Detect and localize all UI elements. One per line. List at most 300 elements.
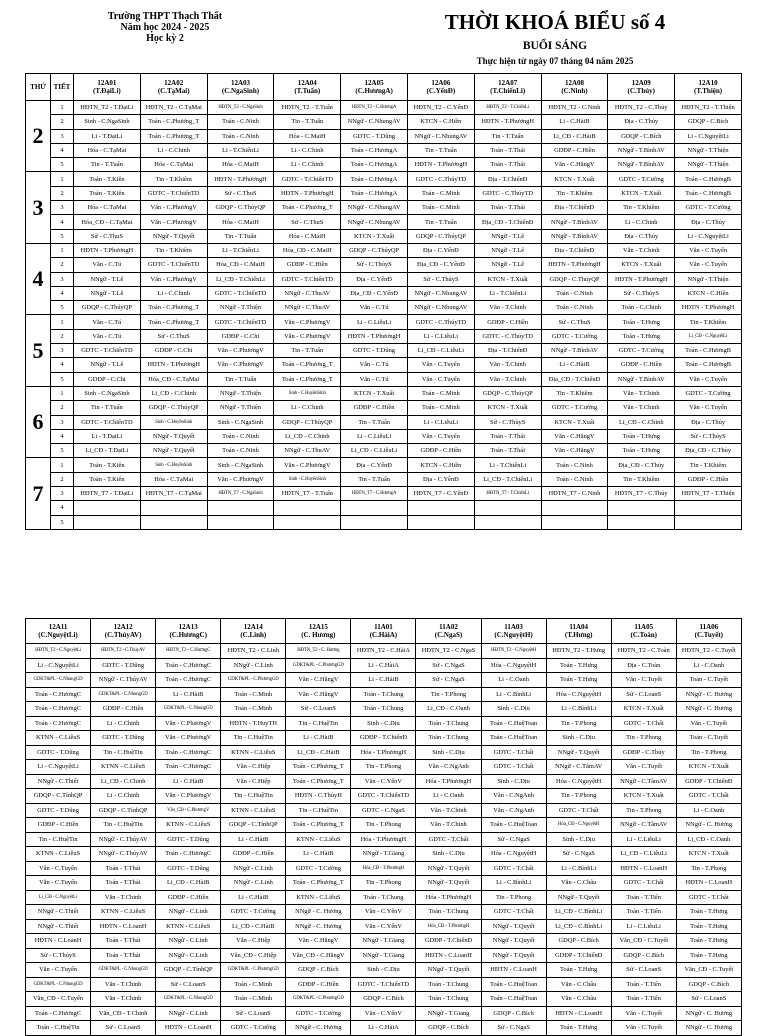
lesson-cell: GDĐP - C.Hiền (608, 358, 675, 372)
table-row (26, 472, 742, 486)
lesson-cell: GDQP - C.Bích (676, 977, 741, 992)
lesson-cell: GDTC - T.Chất (611, 876, 676, 891)
period-cell: 1 (51, 172, 74, 186)
lesson-cell: NNgữ - T.Thiện (207, 401, 274, 415)
table-row (26, 172, 742, 186)
table-row (26, 243, 742, 257)
lesson-cell: NNgữ - T.Lê (74, 286, 141, 300)
lesson-cell: GDQP - C.ThúyQP (274, 415, 341, 429)
lesson-cell: Toán - T.Thái (474, 429, 541, 443)
lesson-cell: Tin - C.HuệTin (221, 731, 286, 746)
period-cell: 3 (51, 415, 74, 429)
school-year: Năm học 2024 - 2025 (120, 22, 210, 33)
lesson-cell: HĐTN - T.PhươngH (541, 258, 608, 272)
lesson-cell: Văn - C.Tuyết (611, 1021, 676, 1036)
lesson-cell: HĐTN_T2 - T.Tuấn (274, 101, 341, 115)
lesson-cell: Toán - C.Minh (407, 386, 474, 400)
lesson-cell: Sinh - C.HuyềnSinh (140, 458, 207, 472)
lesson-cell: Li - T.ĐạiLi (74, 429, 141, 443)
table-row (26, 487, 742, 501)
lesson-cell: Hóa - C.NguyệtH (546, 687, 611, 702)
lesson-cell: HĐTN_T2 - C.Toàn (611, 644, 676, 659)
lesson-cell: Văn_CĐ - C.Tuyết (676, 963, 741, 978)
lesson-cell: GDQP - C.Bích (675, 115, 742, 129)
lesson-cell: NNgữ - C.Linh (156, 905, 221, 920)
lesson-cell: Văn - C.Tuyết (676, 716, 741, 731)
table-row (26, 101, 742, 115)
lesson-cell: Toán - C.HươngB (675, 172, 742, 186)
lesson-cell: Toán - C.HươngC (26, 716, 91, 731)
lesson-cell: Sử - C.ThủyS (474, 415, 541, 429)
class-name: 12A05 (364, 79, 384, 87)
lesson-cell: Li - C.Chinh (91, 789, 156, 804)
period-cell: 2 (51, 472, 74, 486)
class-name: 11A04 (569, 623, 588, 631)
table-row (26, 272, 742, 286)
lesson-cell: Toán - T.Chung (351, 890, 416, 905)
lesson-cell: Văn_CĐ - C.Hiệp (221, 948, 286, 963)
class-column-header (140, 74, 207, 101)
lesson-cell: HĐTN_T2 - C.NguyệtLi (26, 644, 91, 659)
lesson-cell: Toán - T.Chung (416, 716, 481, 731)
lesson-cell: GDTC - T.Chất (481, 745, 546, 760)
day-cell: 2 (26, 101, 51, 172)
class-name: 11A03 (504, 623, 523, 631)
lesson-cell: Toán - C.HươngB (675, 344, 742, 358)
lesson-cell: Sinh - C.Dịu (481, 702, 546, 717)
lesson-cell: KTCN - C.Hiền (407, 115, 474, 129)
lesson-cell: Tin - T.Phong (351, 876, 416, 891)
lesson-cell: GDĐP - C.Hiền (675, 472, 742, 486)
lesson-cell: Văn - C.Tuyến (26, 876, 91, 891)
table-row (26, 429, 742, 443)
table-row (26, 215, 742, 229)
lesson-cell: Văn - C.Tú (341, 372, 408, 386)
lesson-cell: Hóa - C.TạMai (140, 472, 207, 486)
lesson-cell (407, 515, 474, 529)
lesson-cell: Văn - C.Châu (546, 876, 611, 891)
table-row (26, 315, 742, 329)
lesson-cell: Văn - C.YếnV (351, 1006, 416, 1021)
lesson-cell: Sử - C.ThủyS (26, 948, 91, 963)
lesson-cell: Văn - T.Chinh (608, 386, 675, 400)
lesson-cell: Toán - C.HươngA (341, 186, 408, 200)
lesson-cell: Toán - C.Tuyết (676, 673, 741, 688)
lesson-cell: NNgữ - T.BìnhAV (608, 143, 675, 157)
class-name: 12A13 (178, 623, 198, 631)
lesson-cell: Toán - T.Hưng (608, 315, 675, 329)
lesson-cell: Li - C.BìnhLi (546, 702, 611, 717)
lesson-cell: Văn - T.Chinh (474, 301, 541, 315)
lesson-cell: Li - T.ChiếnLi (474, 458, 541, 472)
lesson-cell: Sử - C.NgaS (546, 847, 611, 862)
lesson-cell: Li_CĐ - C.HàiB (156, 876, 221, 891)
lesson-cell: Toán - C.Phương_T (140, 129, 207, 143)
lesson-cell: GDĐP - C.Hiền (91, 702, 156, 717)
lesson-cell: KTCN - C.Hiền (675, 286, 742, 300)
table-row (26, 847, 742, 862)
table-row (26, 731, 742, 746)
table-row (26, 115, 742, 129)
lesson-cell: Tin - T.Tuấn (274, 344, 341, 358)
lesson-cell: Sử - C.ThủyS (407, 272, 474, 286)
lesson-cell: Toán - T.Hưng (546, 1021, 611, 1036)
table-row (26, 143, 742, 157)
lesson-cell (341, 515, 408, 529)
table-row (26, 158, 742, 172)
lesson-cell: Sinh - C.NgaSinh (207, 415, 274, 429)
lesson-cell: Li_CĐ - C.Oanh (416, 702, 481, 717)
lesson-cell: KTNN - C.LiễuS (156, 919, 221, 934)
lesson-cell: NNgữ - C. Hương (286, 1021, 351, 1036)
lesson-cell: GDTC - T.Dũng (26, 745, 91, 760)
lesson-cell: Toán - C.HuệToan (481, 716, 546, 731)
lesson-cell: NNgữ - T.Lê (74, 358, 141, 372)
lesson-cell (675, 515, 742, 529)
period-cell: 5 (51, 444, 74, 458)
lesson-cell: KTCN - T.Xuất (541, 172, 608, 186)
period-cell: 3 (51, 272, 74, 286)
lesson-cell: GDTC - T.Dũng (26, 803, 91, 818)
lesson-cell: Hóa_CĐ - T.PhươngH (416, 919, 481, 934)
lesson-cell: GDTC - T.ChiếnTD (140, 186, 207, 200)
class-column-header (546, 619, 611, 644)
lesson-cell: Tin - T.Tuấn (274, 115, 341, 129)
lesson-cell: NNgữ - T.Lê (474, 229, 541, 243)
lesson-cell: Li - C.Chinh (274, 158, 341, 172)
table-row (26, 1006, 742, 1021)
lesson-cell: HĐTN_T2 - T.Thiện (675, 101, 742, 115)
lesson-cell: Toán - T.Hưng (608, 429, 675, 443)
lesson-cell: Sử - C.LoanS (676, 992, 741, 1007)
class-column-header (608, 74, 675, 101)
lesson-cell: KTNN - C.LiễuS (286, 832, 351, 847)
period-cell: 1 (51, 386, 74, 400)
lesson-cell: Toán - C.HươngC (156, 760, 221, 775)
lesson-cell: Địa - T.ChiếnĐ (474, 172, 541, 186)
lesson-cell: NNgữ - T.Giang (351, 934, 416, 949)
lesson-cell: KTCN - T.Xuất (474, 272, 541, 286)
lesson-cell: Toán - T.Hưng (676, 948, 741, 963)
lesson-cell: Li - C.Chinh (608, 215, 675, 229)
lesson-cell: Văn - C.PhươngV (274, 329, 341, 343)
class-column-header (74, 74, 141, 101)
lesson-cell: HĐTN - T.PhươngH (207, 172, 274, 186)
lesson-cell (207, 515, 274, 529)
lesson-cell: Sinh - C.Dịu (481, 774, 546, 789)
lesson-cell: Toán - T.Hưng (608, 329, 675, 343)
lesson-cell: GDQP - C.Bích (481, 1006, 546, 1021)
lesson-cell: GDKT&PL - C.NhungGD (156, 992, 221, 1007)
lesson-cell: GDTC - T.Chất (676, 890, 741, 905)
lesson-cell: GDTC - C.ThúyTD (474, 186, 541, 200)
lesson-cell: Li - C.Oanh (416, 789, 481, 804)
table-row (26, 201, 742, 215)
lesson-cell: Toán - T.Kiên (74, 472, 141, 486)
lesson-cell: Sử - C.ThuS (74, 229, 141, 243)
class-column-header (675, 74, 742, 101)
table-row (26, 644, 742, 659)
lesson-cell: Li - C.Chinh (274, 401, 341, 415)
lesson-cell: GDTC - T.Cường (608, 172, 675, 186)
lesson-cell: NNgữ - C.NhungAV (407, 129, 474, 143)
lesson-cell: Li_CĐ - C.BìnhLi (546, 905, 611, 920)
lesson-cell: Li - C.HàiB (156, 687, 221, 702)
lesson-cell: HĐTN_T2 - C.YếnĐ (407, 101, 474, 115)
table-row (26, 186, 742, 200)
period-cell: 2 (51, 115, 74, 129)
lesson-cell: NNgữ - C.Linh (221, 861, 286, 876)
period-cell: 2 (51, 401, 74, 415)
table-row (26, 818, 742, 833)
lesson-cell: GDĐP - T.ChiếnĐ (676, 774, 741, 789)
lesson-cell: Tin - T.Phong (546, 789, 611, 804)
lesson-cell: Li_CĐ - C.HàiB (541, 129, 608, 143)
period-column-header: TIẾT (51, 74, 74, 101)
lesson-cell: Sử - C.NgaS (481, 832, 546, 847)
lesson-cell: Địa - C.Thủy (608, 229, 675, 243)
lesson-cell: Li_CĐ - T.ĐạiLi (74, 444, 141, 458)
school-info (80, 11, 250, 44)
table-row (26, 129, 742, 143)
lesson-cell: Văn_CĐ - C.PhươngV (156, 803, 221, 818)
lesson-cell: Văn_CĐ - C.HằngV (286, 948, 351, 963)
lesson-cell: NNgữ - T.Quyết (140, 444, 207, 458)
lesson-cell: Văn - C.Tuyết (611, 673, 676, 688)
lesson-cell: NNgữ - C. Hương (676, 702, 741, 717)
lesson-cell: Tin - T.Khiêm (675, 315, 742, 329)
lesson-cell: NNgữ - C.TâmAV (611, 818, 676, 833)
lesson-cell: Li - C.Chinh (140, 286, 207, 300)
homeroom-teacher: (C.Thủy) (627, 87, 655, 95)
lesson-cell: Li_CĐ - C.Oanh (676, 832, 741, 847)
lesson-cell: KTNN - C.LiễuS (286, 890, 351, 905)
lesson-cell: NNgữ - T.Quyết (416, 963, 481, 978)
lesson-cell: GDĐP - C.Chi (74, 372, 141, 386)
lesson-cell: NNgữ - C.ThúyAV (91, 673, 156, 688)
lesson-cell: Văn - C.Tuyết (611, 760, 676, 775)
class-name: 11A01 (374, 623, 393, 631)
lesson-cell: Li - C.HàiB (351, 673, 416, 688)
lesson-cell: Li - C.HàiB (541, 115, 608, 129)
table-row (26, 774, 742, 789)
lesson-cell: Sử - C.ThuS (541, 315, 608, 329)
lesson-cell: Li - C.LiễuLi (611, 919, 676, 934)
lesson-cell: Toán - T.Chung (351, 687, 416, 702)
class-column-header (407, 74, 474, 101)
lesson-cell: KTCN - T.Xuất (676, 847, 741, 862)
table-row (26, 948, 742, 963)
lesson-cell: GDKT&PL - C.PhươngGD (221, 673, 286, 688)
lesson-cell: Văn - C.Tú (74, 329, 141, 343)
lesson-cell: GDĐP - C.Hiền (156, 890, 221, 905)
lesson-cell: Li_CĐ - C.BìnhLi (546, 919, 611, 934)
lesson-cell: Toán - C.HươngA (341, 172, 408, 186)
table-row (26, 876, 742, 891)
lesson-cell: Địa - T.ChiếnĐ (541, 243, 608, 257)
table-row (26, 992, 742, 1007)
period-cell: 5 (51, 372, 74, 386)
lesson-cell: HĐTN_T7 - C.Ninh (541, 487, 608, 501)
lesson-cell: GDTC - T.Cường (541, 401, 608, 415)
period-cell: 5 (51, 301, 74, 315)
lesson-cell: HĐTN_T2 - T.Hưng (546, 644, 611, 659)
lesson-cell: Toán - T.Thái (474, 444, 541, 458)
lesson-cell: GDTC - T.ChiếnTD (74, 415, 141, 429)
lesson-cell: GDĐP - C.Chi (140, 344, 207, 358)
lesson-cell: Tin - T.Khiêm (140, 172, 207, 186)
lesson-cell: Văn - T.Chinh (474, 372, 541, 386)
lesson-cell: Toán - T.Hưng (676, 905, 741, 920)
lesson-cell: GDĐP - C.Hiền (407, 444, 474, 458)
class-name: 12A01 (97, 79, 117, 87)
period-cell: 3 (51, 344, 74, 358)
lesson-cell: GDTC - T.Chất (611, 716, 676, 731)
lesson-cell: HĐTN - T.PhươngH (74, 243, 141, 257)
table-row (26, 702, 742, 717)
lesson-cell: Li - C.HàiB (286, 847, 351, 862)
lesson-cell: Toán - C.HươngC (156, 745, 221, 760)
lesson-cell: GDTC - T.Dũng (341, 344, 408, 358)
lesson-cell: Văn - C.HằngV (541, 429, 608, 443)
lesson-cell: Toán - C.Ninh (207, 444, 274, 458)
lesson-cell: Văn - C.Tuyến (675, 258, 742, 272)
table-row (26, 501, 742, 515)
lesson-cell: Li - C.BìnhLi (546, 861, 611, 876)
lesson-cell: Toán - C.Minh (407, 186, 474, 200)
lesson-cell: HĐTN_T7 - C.Thủy (608, 487, 675, 501)
table-row (26, 344, 742, 358)
lesson-cell: Li_CĐ - C.LiễuLi (341, 444, 408, 458)
period-cell: 3 (51, 129, 74, 143)
lesson-cell: Hóa - C.MaiH (207, 215, 274, 229)
table-row (26, 716, 742, 731)
lesson-cell: Toán - C.Phương_T (286, 760, 351, 775)
lesson-cell: Hóa_CĐ - C.TạMai (74, 215, 141, 229)
class-name: 11A05 (634, 623, 654, 631)
lesson-cell: Địa_CĐ - C.Thủy (608, 458, 675, 472)
lesson-cell: Toán - C.Phương_T (286, 774, 351, 789)
homeroom-teacher: (C.Tuyết) (694, 631, 723, 639)
lesson-cell: Văn_CĐ - C.Tuyến (26, 992, 91, 1007)
lesson-cell: Toán - T.Kiên (74, 458, 141, 472)
lesson-cell: GDTC - T.Cường (608, 344, 675, 358)
lesson-cell: Hóa - T.PhươngH (416, 890, 481, 905)
school-name: Trường THPT Thạch Thất (107, 11, 223, 22)
period-cell: 4 (51, 358, 74, 372)
lesson-cell: Sử - C.ThủyS (608, 286, 675, 300)
lesson-cell (474, 515, 541, 529)
period-cell: 3 (51, 487, 74, 501)
class-column-header (611, 619, 676, 644)
lesson-cell: NNgữ - T.Thiện (675, 272, 742, 286)
lesson-cell: NNgữ - C.NhungAV (341, 215, 408, 229)
lesson-cell: HĐTN_T2 - C.HươngC (156, 644, 221, 659)
table-row (26, 301, 742, 315)
lesson-cell: HĐTN - T.PhươngH (407, 158, 474, 172)
lesson-cell: Li - T.ĐạiLi (74, 129, 141, 143)
day-column-header: THỨ (26, 74, 51, 101)
lesson-cell: HĐTN - T.PhươngH (474, 115, 541, 129)
lesson-cell: Văn - C.YếnV (351, 905, 416, 920)
lesson-cell: Văn - C.Tuyết (611, 1006, 676, 1021)
lesson-cell: Văn - C.Tuyến (26, 861, 91, 876)
lesson-cell: Toán - C.Phương_T (140, 115, 207, 129)
lesson-cell: Toán - C.Minh (221, 687, 286, 702)
lesson-cell: Tin - T.Phong (676, 745, 741, 760)
lesson-cell: HĐTN - T.PhươngH (274, 186, 341, 200)
lesson-cell: GDTC - T.Cường (675, 201, 742, 215)
lesson-cell: GDTC - T.Dũng (341, 129, 408, 143)
lesson-cell: HĐTN_T2 - C.HươngA (341, 101, 408, 115)
lesson-cell: Toán - T.Chung (351, 702, 416, 717)
lesson-cell: Sinh - C.Dịu (416, 745, 481, 760)
lesson-cell: Tin - C.HuệTin (286, 716, 351, 731)
page-title: THỜI KHOÁ BIỂU số 4 (444, 10, 666, 34)
period-cell: 5 (51, 229, 74, 243)
lesson-cell: Hóa - C.MaiH (274, 129, 341, 143)
table-row (26, 515, 742, 529)
lesson-cell: GDQP - C.Bích (608, 129, 675, 143)
lesson-cell: Li - C.Chinh (140, 143, 207, 157)
lesson-cell: Địa_CĐ - C.Thủy (675, 444, 742, 458)
lesson-cell: Tin - T.Tuấn (474, 129, 541, 143)
lesson-cell: Sinh - C.NgaSinh (74, 386, 141, 400)
lesson-cell: Toán - C.Minh (221, 702, 286, 717)
lesson-cell: Văn - C.Tú (74, 315, 141, 329)
lesson-cell: Tin - C.HuệTin (91, 745, 156, 760)
lesson-cell: GDĐP - C.Chi (207, 329, 274, 343)
lesson-cell: Toán - C.Phương_T (286, 818, 351, 833)
lesson-cell: Văn - C.PhươngV (140, 201, 207, 215)
lesson-cell: Địa - C.Thủy (608, 115, 675, 129)
lesson-cell: GDQP - C.Bích (611, 948, 676, 963)
lesson-cell: Hóa - C.NguyệtH (481, 658, 546, 673)
table-header-row (26, 619, 742, 644)
lesson-cell: Địa - C.YếnĐ (407, 243, 474, 257)
lesson-cell: NNgữ - T.Lê (474, 243, 541, 257)
lesson-cell: KTCN - C.Hiền (407, 458, 474, 472)
lesson-cell: GDTC - T.Dũng (91, 658, 156, 673)
lesson-cell: Li - C.HàiB (156, 774, 221, 789)
lesson-cell: Li - C.LiễuLi (341, 315, 408, 329)
class-name: 11A02 (439, 623, 458, 631)
homeroom-teacher: (T.Tuấn) (294, 87, 321, 95)
class-column-header (274, 74, 341, 101)
lesson-cell: Sử - C.ThuS (274, 215, 341, 229)
lesson-cell: Văn - T.Chinh (91, 992, 156, 1007)
lesson-cell: Toán - T.Hưng (546, 963, 611, 978)
lesson-cell (74, 515, 141, 529)
lesson-cell: NNgữ - T.Quyết (546, 890, 611, 905)
lesson-cell: HĐTN - C.LoanH (546, 1006, 611, 1021)
lesson-cell: Sử - C.LoanS (611, 963, 676, 978)
lesson-cell: GDTC - T.ChiếnTD (74, 344, 141, 358)
table-row (26, 258, 742, 272)
table-row (26, 745, 742, 760)
lesson-cell: NNgữ - C.TâmAV (611, 774, 676, 789)
lesson-cell: Văn - T.Chinh (91, 977, 156, 992)
lesson-cell: Văn - T.Chinh (474, 358, 541, 372)
lesson-cell: GDTC - T.ChiếnTD (351, 789, 416, 804)
lesson-cell: NNgữ - T.Lê (74, 272, 141, 286)
lesson-cell: Toán - C.Ninh (207, 429, 274, 443)
lesson-cell: Tin - T.Phong (351, 760, 416, 775)
lesson-cell: Sinh - C.NgaSinh (74, 115, 141, 129)
session-label: BUỔI SÁNG (522, 40, 588, 52)
lesson-cell: NNgữ - T.Thiện (207, 301, 274, 315)
period-cell: 1 (51, 101, 74, 115)
